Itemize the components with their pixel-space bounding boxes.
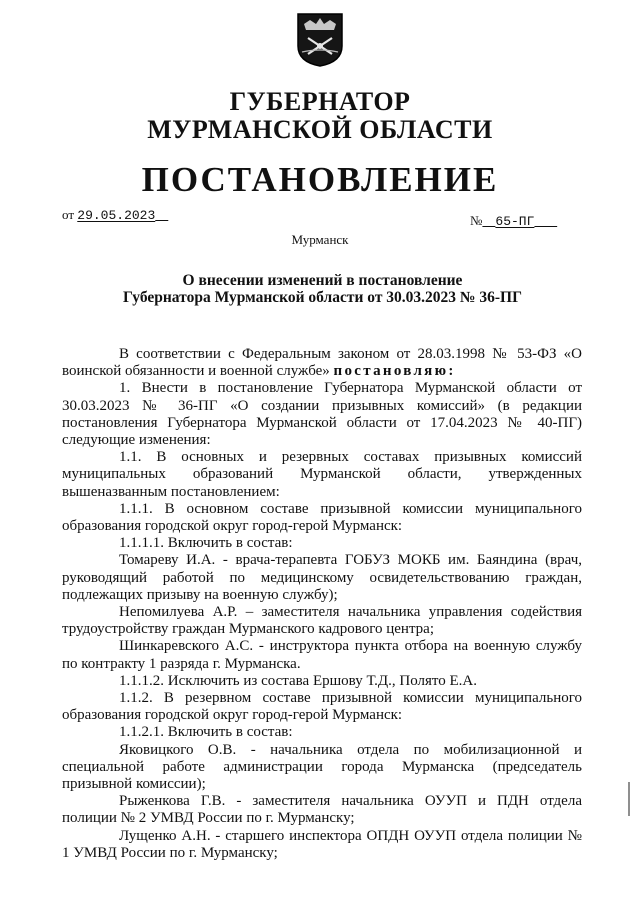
paragraph-1-1-1-1: 1.1.1.1. Включить в состав: [119,535,293,552]
decree-number [470,212,557,231]
date-value: 29.05.2023 [77,208,156,223]
date-prefix: от [62,207,75,222]
paragraph-1-1: 1.1. В основных и резервных составах призывных комиссий муниципальных образований Мурманской области, утвержденных вышеназванным постановлением: [62,449,582,500]
decree-title-line2: Губернатора Мурманской области от 30.03.2023 № 36-ПГ [123,289,522,306]
decree-body [62,346,582,862]
decree-date [62,206,168,225]
paragraph-1-1-2: 1.1.2. В резервном составе призывной комиссии муниципального образования городской округ город-герой Мурманск: [62,690,582,724]
preamble-text: В соответствии с Федеральным законом от 28.03.1998 № 53-ФЗ «О воинской обязанности и военной службе» [62,346,582,380]
paragraph-1-1-1: 1.1.1. В основном составе призывной комиссии муниципального образования городской округ город-герой Мурманск: [62,500,582,535]
paragraph-1-1-1-2: 1.1.1.2. Исключить из состава Ершову Т.Д., Полято Е.А. [119,672,477,689]
number-prefix: № [470,213,483,228]
paragraph-1: 1. Внести в постановление Губернатора Мурманской области от 30.03.2023 № 36-ПГ «О создании призывных комиссий» (в редакции постановления Губернатора Мурманской области от 17.04.2023 № 40-ПГ) следующие изменения: [62,380,582,449]
city-name: Мурманск [291,232,349,247]
paragraph-ryzhenkov: Рыженкова Г.В. - заместителя начальника ОУУП и ПДН отдела полиции № 2 УМВД России по г. Мурманску; [62,793,582,827]
document-type-heading: ПОСТАНОВЛЕНИЕ [141,160,499,199]
paragraph-tomareva: Томареву И.А. - врача-терапевта ГОБУЗ МОКБ им. Баяндина (врач, руководящий работой по медицинскому освидетельствованию граждан, подлежащих призыву на военную службу); [62,552,582,603]
paragraph-shinkarevsky: Шинкаревского А.С. - инструктора пункта отбора на военную службу по контракту 1 разряда г. Мурманска. [62,638,582,672]
scan-edge-mark [628,782,636,816]
governor-heading-line1: ГУБЕРНАТОР [229,87,411,116]
governor-heading-line2: МУРМАНСКОЙ ОБЛАСТИ [147,115,493,144]
paragraph-yakovitsky: Яковицкого О.В. - начальника отдела по мобилизационной и специальной работе администрации города Мурманска (председатель призывной комиссии); [62,741,582,793]
paragraph-1-1-2-1: 1.1.2.1. Включить в состав: [119,724,293,741]
decree-title-line1: О внесении изменений в постановление [182,272,463,289]
murmansk-coat-of-arms-icon [296,12,344,68]
paragraph-lushchenko: Лущенко А.Н. - старшего инспектора ОПДН ОУУП отдела полиции № 1 УМВД России по г. Мурманску; [62,827,582,861]
number-value: 65-ПГ [495,214,535,229]
decree-title [60,272,585,306]
paragraph-nepomiluev: Непомилуева А.Р. – заместителя начальника управления содействия трудоустройству граждан Мурманского кадрового центра; [62,604,582,638]
resolve-word: постановляю: [333,363,456,380]
paragraph-preamble [62,346,582,380]
